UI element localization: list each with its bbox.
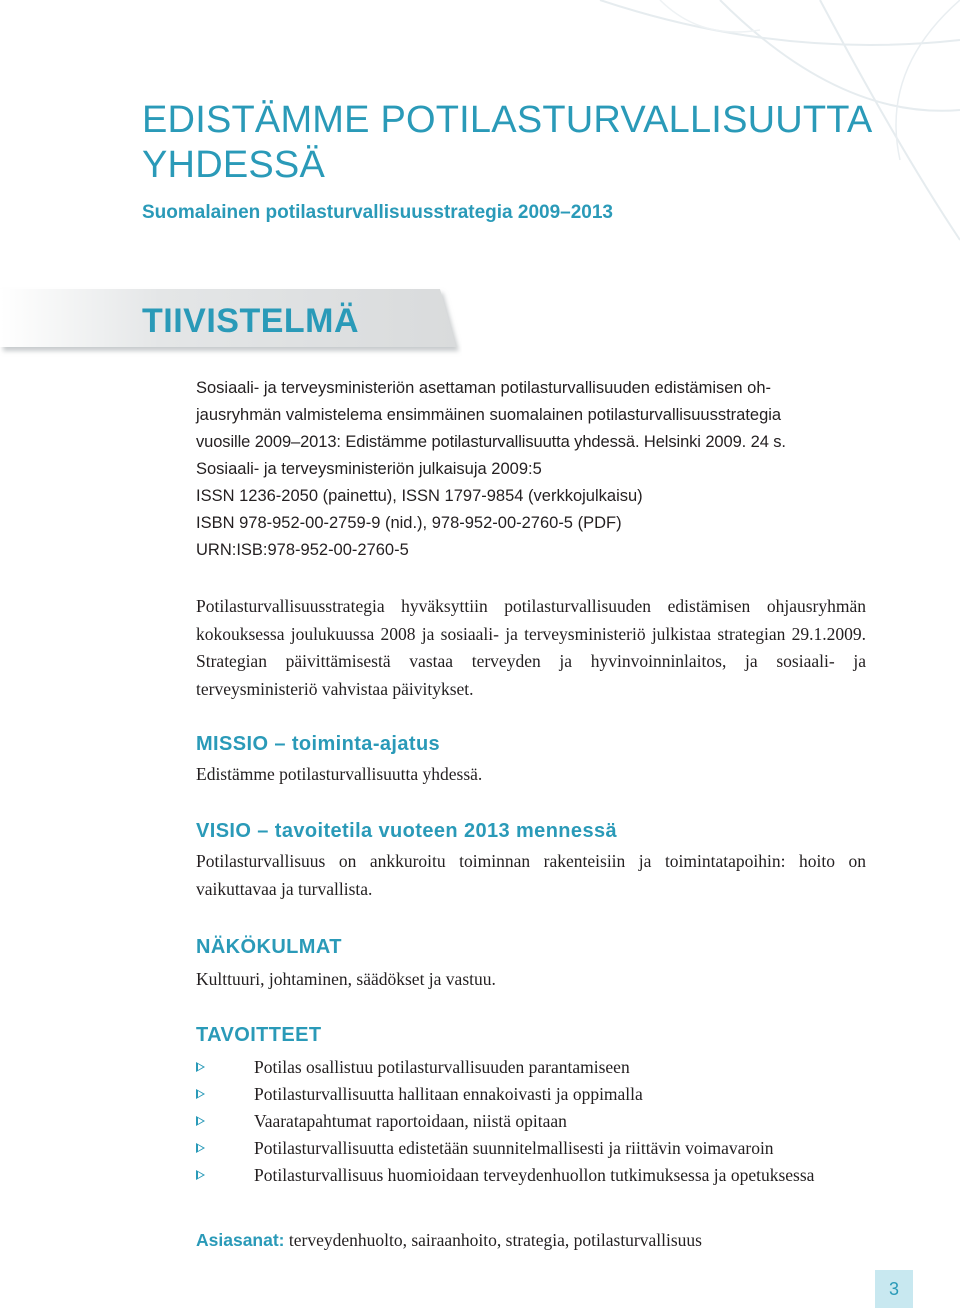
citation-line: jausryhmän valmistelema ensimmäinen suomalainen potilasturvallisuusstrategia — [196, 406, 782, 424]
section-title: TIIVISTELMÄ — [142, 302, 360, 340]
page-title-line-2: YHDESSÄ — [142, 144, 326, 186]
citation-line: ISBN 978-952-00-2759-9 (nid.), 978-952-00-2760-5 (PDF) — [196, 514, 622, 532]
nakokulmat-text: Kulttuuri, johtaminen, säädökset ja vastuu. — [196, 969, 496, 989]
list-item — [196, 1162, 836, 1189]
goal-text: Potilasturvallisuutta hallitaan ennakoivasti ja oppimalla — [254, 1084, 643, 1104]
goal-text: Potilas osallistuu potilasturvallisuuden parantamiseen — [254, 1057, 630, 1077]
goal-text: Potilasturvallisuutta edistetään suunnitelmallisesti ja riittävin voimavaroin — [254, 1138, 774, 1158]
missio-heading: MISSIO – toiminta-ajatus — [196, 733, 441, 755]
triangle-bullet-icon — [196, 1143, 205, 1153]
page-subtitle: Suomalainen potilasturvallisuusstrategia 2009–2013 — [142, 202, 613, 223]
triangle-bullet-icon — [196, 1089, 205, 1099]
decor-curve-5 — [660, 0, 760, 32]
keywords-line — [196, 1230, 702, 1251]
approval-paragraph: Potilasturvallisuusstrategia hyväksyttiin potilasturvallisuuden edistämisen ohjausryhmän kokouksessa joulukuussa 2008 ja sosiaali- ja terveysministeriö julkistaa strategian 29.1.2009. Strategian päivittämisestä vastaa terveyden ja hyvinvoinninlaitos, ja sosiaali- ja terveysministeriö vahvistaa päivitykset. — [196, 596, 866, 699]
citation-line: vuosille 2009–2013: Edistämme potilasturvallisuutta yhdessä. Helsinki 2009. 24 s. — [196, 433, 786, 451]
list-item — [196, 1054, 836, 1081]
goal-text: Vaaratapahtumat raportoidaan, niistä opitaan — [254, 1111, 567, 1131]
nakokulmat-heading: NÄKÖKULMAT — [196, 936, 342, 958]
triangle-bullet-icon — [196, 1170, 205, 1180]
page-number: 3 — [875, 1270, 913, 1308]
visio-heading: VISIO – tavoitetila vuoteen 2013 mennessä — [196, 820, 618, 842]
decor-curve-4 — [896, 0, 960, 160]
triangle-bullet-icon — [196, 1062, 205, 1072]
goals-list — [196, 1054, 836, 1189]
missio-text: Edistämme potilasturvallisuutta yhdessä. — [196, 764, 483, 784]
citation-block — [196, 375, 866, 564]
triangle-bullet-icon — [196, 1116, 205, 1126]
page-title — [142, 98, 902, 188]
decor-curve-1 — [600, 0, 960, 45]
tavoitteet-heading: TAVOITTEET — [196, 1024, 322, 1046]
citation-line: Sosiaali- ja terveysministeriön julkaisuja 2009:5 — [196, 460, 542, 478]
decor-curve-2 — [720, 0, 960, 111]
citation-line: ISSN 1236-2050 (painettu), ISSN 1797-9854 (verkkojulkaisu) — [196, 487, 643, 505]
page-title-line-1: EDISTÄMME POTILASTURVALLISUUTTA — [142, 99, 873, 141]
list-item — [196, 1081, 836, 1108]
keywords-label: Asiasanat: — [196, 1230, 285, 1250]
citation-line: URN:ISB:978-952-00-2760-5 — [196, 541, 409, 559]
list-item — [196, 1108, 836, 1135]
goal-text: Potilasturvallisuus huomioidaan terveydenhuollon tutkimuksessa ja opetuksessa — [254, 1165, 815, 1185]
citation-line: Sosiaali- ja terveysministeriön asettaman potilasturvallisuuden edistämisen oh- — [196, 379, 772, 397]
visio-text: Potilasturvallisuus on ankkuroitu toiminnan rakenteisiin ja toimintatapoihin: hoito on vaikuttavaa ja turvallista. — [196, 851, 866, 899]
keywords-text: terveydenhuolto, sairaanhoito, strategia, potilasturvallisuus — [288, 1230, 702, 1250]
list-item — [196, 1135, 836, 1162]
